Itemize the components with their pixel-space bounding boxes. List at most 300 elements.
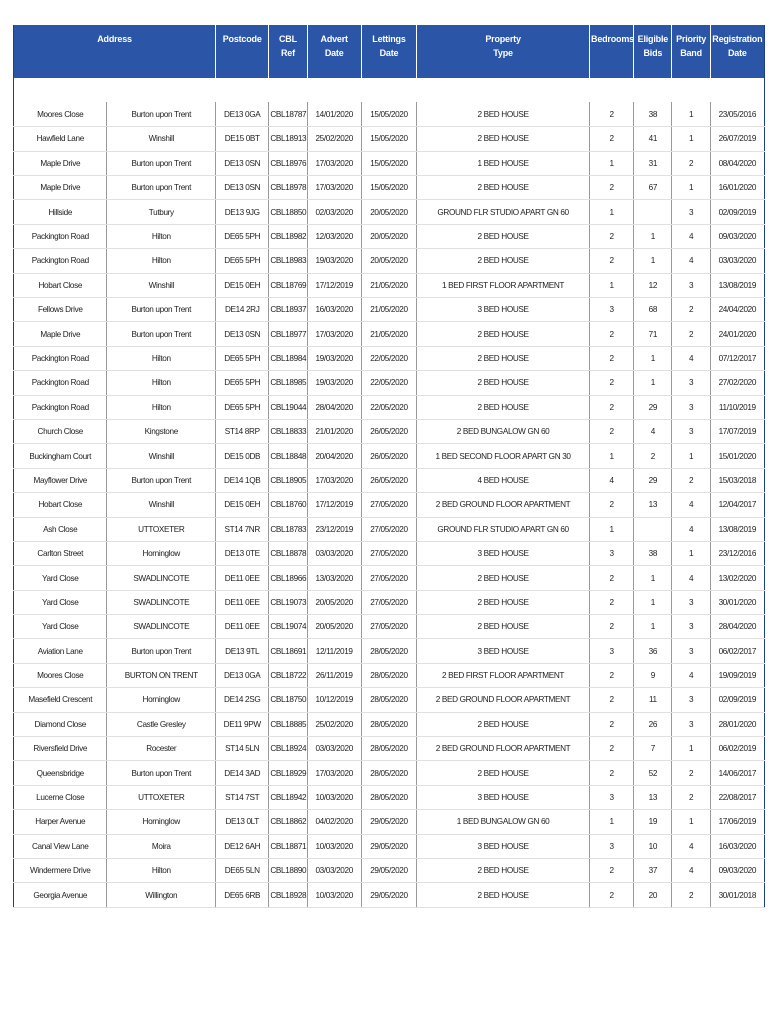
cell-priority-band: 4 — [672, 566, 710, 590]
cell-postcode: DE13 0TE — [216, 541, 269, 565]
cell-registration-date: 07/12/2017 — [710, 346, 764, 370]
cell-town: Burton upon Trent — [107, 102, 216, 126]
cell-lettings-date: 27/05/2020 — [361, 566, 416, 590]
cell-property-type: 2 BED HOUSE — [417, 761, 590, 785]
cell-bedrooms: 2 — [590, 395, 634, 419]
cell-eligible-bids: 2 — [634, 444, 672, 468]
cell-lettings-date: 28/05/2020 — [361, 663, 416, 687]
cell-bedrooms: 2 — [590, 249, 634, 273]
header-address: Address — [14, 25, 216, 78]
header-eligible-bids: Eligible Bids — [634, 25, 672, 78]
cell-bedrooms: 2 — [590, 346, 634, 370]
cell-street: Carlton Street — [14, 541, 107, 565]
cell-lettings-date: 27/05/2020 — [361, 541, 416, 565]
cell-bedrooms: 4 — [590, 468, 634, 492]
cell-advert-date: 20/05/2020 — [307, 615, 361, 639]
cell-priority-band: 4 — [672, 663, 710, 687]
cell-eligible-bids: 29 — [634, 395, 672, 419]
cell-eligible-bids: 31 — [634, 151, 672, 175]
cell-registration-date: 11/10/2019 — [710, 395, 764, 419]
cell-postcode: DE13 0GA — [216, 663, 269, 687]
cell-property-type: 2 BED BUNGALOW GN 60 — [417, 419, 590, 443]
cell-eligible-bids: 1 — [634, 615, 672, 639]
cell-street: Windermere Drive — [14, 859, 107, 883]
header-postcode: Postcode — [216, 25, 269, 78]
table-row — [14, 419, 765, 443]
cell-registration-date: 30/01/2018 — [710, 883, 764, 907]
cell-street: Maple Drive — [14, 151, 107, 175]
cell-lettings-date: 28/05/2020 — [361, 761, 416, 785]
cell-eligible-bids: 1 — [634, 224, 672, 248]
header-bedrooms: Bedrooms — [590, 25, 634, 78]
cell-registration-date: 06/02/2019 — [710, 737, 764, 761]
cell-town: Winshill — [107, 444, 216, 468]
cell-property-type: 2 BED GROUND FLOOR APARTMENT — [417, 737, 590, 761]
cell-priority-band: 3 — [672, 688, 710, 712]
cell-street: Canal View Lane — [14, 834, 107, 858]
cell-lettings-date: 28/05/2020 — [361, 712, 416, 736]
cell-lettings-date: 20/05/2020 — [361, 249, 416, 273]
cell-lettings-date: 29/05/2020 — [361, 859, 416, 883]
cell-property-type: 2 BED HOUSE — [417, 566, 590, 590]
table-row — [14, 249, 765, 273]
cell-postcode: DE15 0EH — [216, 273, 269, 297]
cell-cbl-ref: CBL18850 — [269, 200, 307, 224]
cell-property-type: 1 BED FIRST FLOOR APARTMENT — [417, 273, 590, 297]
cell-street: Packington Road — [14, 395, 107, 419]
cell-postcode: ST14 5LN — [216, 737, 269, 761]
cell-property-type: 2 BED HOUSE — [417, 102, 590, 126]
cell-town: Burton upon Trent — [107, 151, 216, 175]
cell-advert-date: 23/12/2019 — [307, 517, 361, 541]
cell-advert-date: 17/03/2020 — [307, 322, 361, 346]
cell-postcode: DE65 6RB — [216, 883, 269, 907]
cell-registration-date: 08/04/2020 — [710, 151, 764, 175]
table-row — [14, 834, 765, 858]
cell-bedrooms: 2 — [590, 859, 634, 883]
cell-eligible-bids: 67 — [634, 176, 672, 200]
cell-bedrooms: 2 — [590, 176, 634, 200]
cell-postcode: DE15 0DB — [216, 444, 269, 468]
table-row — [14, 102, 765, 126]
cell-town: Winshill — [107, 273, 216, 297]
cell-lettings-date: 21/05/2020 — [361, 298, 416, 322]
cell-lettings-date: 22/05/2020 — [361, 371, 416, 395]
cell-registration-date: 27/02/2020 — [710, 371, 764, 395]
cell-advert-date: 03/03/2020 — [307, 737, 361, 761]
table-row — [14, 761, 765, 785]
cell-advert-date: 12/11/2019 — [307, 639, 361, 663]
cell-street: Ash Close — [14, 517, 107, 541]
cell-advert-date: 04/02/2020 — [307, 810, 361, 834]
cell-eligible-bids: 37 — [634, 859, 672, 883]
cell-cbl-ref: CBL18924 — [269, 737, 307, 761]
cell-eligible-bids: 1 — [634, 249, 672, 273]
cell-priority-band: 1 — [672, 102, 710, 126]
cell-eligible-bids: 1 — [634, 371, 672, 395]
cell-postcode: DE65 5PH — [216, 249, 269, 273]
cell-cbl-ref: CBL18978 — [269, 176, 307, 200]
cell-property-type: 2 BED GROUND FLOOR APARTMENT — [417, 688, 590, 712]
cell-advert-date: 12/03/2020 — [307, 224, 361, 248]
header-row — [14, 25, 765, 78]
cell-lettings-date: 15/05/2020 — [361, 151, 416, 175]
cell-street: Maple Drive — [14, 176, 107, 200]
cell-postcode: DE11 0EE — [216, 590, 269, 614]
cell-bedrooms: 1 — [590, 810, 634, 834]
cell-priority-band: 1 — [672, 737, 710, 761]
cell-property-type: 2 BED HOUSE — [417, 127, 590, 151]
cell-bedrooms: 2 — [590, 419, 634, 443]
cell-bedrooms: 2 — [590, 371, 634, 395]
cell-postcode: DE13 9TL — [216, 639, 269, 663]
cell-lettings-date: 28/05/2020 — [361, 639, 416, 663]
cell-property-type: 2 BED HOUSE — [417, 883, 590, 907]
header-property-type: Property Type — [417, 25, 590, 78]
cell-advert-date: 21/01/2020 — [307, 419, 361, 443]
cell-town: Rocester — [107, 737, 216, 761]
cell-registration-date: 15/01/2020 — [710, 444, 764, 468]
cell-lettings-date: 20/05/2020 — [361, 224, 416, 248]
cell-street: Hawfield Lane — [14, 127, 107, 151]
cell-lettings-date: 15/05/2020 — [361, 176, 416, 200]
cell-lettings-date: 26/05/2020 — [361, 444, 416, 468]
cell-cbl-ref: CBL18905 — [269, 468, 307, 492]
cell-street: Packington Road — [14, 346, 107, 370]
table-row — [14, 468, 765, 492]
cell-priority-band: 1 — [672, 176, 710, 200]
cell-lettings-date: 29/05/2020 — [361, 810, 416, 834]
table-header — [14, 25, 765, 78]
cell-eligible-bids: 26 — [634, 712, 672, 736]
cell-bedrooms: 1 — [590, 200, 634, 224]
cell-cbl-ref: CBL18984 — [269, 346, 307, 370]
cell-town: Winshill — [107, 493, 216, 517]
table-row — [14, 200, 765, 224]
spacer-row — [14, 78, 765, 102]
cell-town: Kingstone — [107, 419, 216, 443]
cell-cbl-ref: CBL18983 — [269, 249, 307, 273]
cell-priority-band: 1 — [672, 810, 710, 834]
cell-priority-band: 3 — [672, 419, 710, 443]
cell-eligible-bids: 29 — [634, 468, 672, 492]
cell-street: Packington Road — [14, 249, 107, 273]
cell-advert-date: 14/01/2020 — [307, 102, 361, 126]
cell-registration-date: 23/05/2016 — [710, 102, 764, 126]
cell-postcode: DE65 5PH — [216, 224, 269, 248]
cell-registration-date: 22/08/2017 — [710, 785, 764, 809]
cell-priority-band: 1 — [672, 444, 710, 468]
cell-town: Burton upon Trent — [107, 761, 216, 785]
cell-advert-date: 25/02/2020 — [307, 127, 361, 151]
cell-eligible-bids — [634, 200, 672, 224]
cell-street: Yard Close — [14, 566, 107, 590]
table-row — [14, 151, 765, 175]
cell-registration-date: 16/03/2020 — [710, 834, 764, 858]
cell-street: Maple Drive — [14, 322, 107, 346]
cell-priority-band: 2 — [672, 322, 710, 346]
cell-lettings-date: 21/05/2020 — [361, 322, 416, 346]
cell-lettings-date: 27/05/2020 — [361, 615, 416, 639]
table-row — [14, 273, 765, 297]
cell-cbl-ref: CBL18890 — [269, 859, 307, 883]
cell-property-type: 1 BED HOUSE — [417, 151, 590, 175]
cell-street: Harper Avenue — [14, 810, 107, 834]
header-cbl-ref: CBL Ref — [269, 25, 307, 78]
cell-eligible-bids: 1 — [634, 590, 672, 614]
cell-lettings-date: 26/05/2020 — [361, 419, 416, 443]
cell-advert-date: 13/03/2020 — [307, 566, 361, 590]
cell-advert-date: 03/03/2020 — [307, 541, 361, 565]
cell-postcode: DE65 5PH — [216, 346, 269, 370]
cell-town: SWADLINCOTE — [107, 615, 216, 639]
cell-eligible-bids: 38 — [634, 541, 672, 565]
cell-registration-date: 23/12/2016 — [710, 541, 764, 565]
table-row — [14, 346, 765, 370]
cell-property-type: 2 BED HOUSE — [417, 249, 590, 273]
cell-property-type: 2 BED HOUSE — [417, 322, 590, 346]
cell-street: Georgia Avenue — [14, 883, 107, 907]
cell-town: Horninglow — [107, 541, 216, 565]
cell-eligible-bids: 68 — [634, 298, 672, 322]
cell-property-type: 2 BED HOUSE — [417, 371, 590, 395]
cell-cbl-ref: CBL18750 — [269, 688, 307, 712]
cell-eligible-bids: 41 — [634, 127, 672, 151]
cell-registration-date: 03/03/2020 — [710, 249, 764, 273]
cell-registration-date: 13/08/2019 — [710, 517, 764, 541]
cell-registration-date: 28/04/2020 — [710, 615, 764, 639]
cell-advert-date: 17/03/2020 — [307, 761, 361, 785]
cell-eligible-bids: 13 — [634, 785, 672, 809]
table-row — [14, 688, 765, 712]
cell-street: Packington Road — [14, 224, 107, 248]
cell-street: Fellows Drive — [14, 298, 107, 322]
cell-property-type: 2 BED HOUSE — [417, 176, 590, 200]
cell-postcode: DE13 9JG — [216, 200, 269, 224]
cell-town: Hilton — [107, 346, 216, 370]
table-row — [14, 493, 765, 517]
cell-lettings-date: 22/05/2020 — [361, 395, 416, 419]
cell-bedrooms: 1 — [590, 273, 634, 297]
cell-street: Aviation Lane — [14, 639, 107, 663]
cell-postcode: DE14 2RJ — [216, 298, 269, 322]
cell-priority-band: 3 — [672, 273, 710, 297]
cell-postcode: DE65 5PH — [216, 395, 269, 419]
cell-bedrooms: 2 — [590, 566, 634, 590]
table-row — [14, 883, 765, 907]
cell-cbl-ref: CBL18760 — [269, 493, 307, 517]
cell-advert-date: 10/03/2020 — [307, 785, 361, 809]
cell-registration-date: 02/09/2019 — [710, 688, 764, 712]
cell-eligible-bids: 1 — [634, 566, 672, 590]
cell-cbl-ref: CBL18976 — [269, 151, 307, 175]
cell-registration-date: 28/01/2020 — [710, 712, 764, 736]
cell-property-type: 2 BED HOUSE — [417, 395, 590, 419]
cell-town: Hilton — [107, 859, 216, 883]
cell-street: Buckingham Court — [14, 444, 107, 468]
cell-lettings-date: 20/05/2020 — [361, 200, 416, 224]
cell-registration-date: 12/04/2017 — [710, 493, 764, 517]
cell-eligible-bids: 20 — [634, 883, 672, 907]
cell-cbl-ref: CBL18722 — [269, 663, 307, 687]
cell-cbl-ref: CBL18929 — [269, 761, 307, 785]
cell-cbl-ref: CBL18885 — [269, 712, 307, 736]
table-row — [14, 517, 765, 541]
cell-bedrooms: 3 — [590, 541, 634, 565]
cell-street: Moores Close — [14, 102, 107, 126]
cell-property-type: 2 BED FIRST FLOOR APARTMENT — [417, 663, 590, 687]
table-row — [14, 639, 765, 663]
cell-registration-date: 02/09/2019 — [710, 200, 764, 224]
cell-bedrooms: 2 — [590, 712, 634, 736]
table-row — [14, 590, 765, 614]
table-row — [14, 322, 765, 346]
cell-postcode: DE11 0EE — [216, 566, 269, 590]
cell-town: Burton upon Trent — [107, 639, 216, 663]
cell-advert-date: 20/04/2020 — [307, 444, 361, 468]
cell-bedrooms: 2 — [590, 688, 634, 712]
cell-priority-band: 2 — [672, 761, 710, 785]
cell-advert-date: 19/03/2020 — [307, 346, 361, 370]
cell-street: Packington Road — [14, 371, 107, 395]
cell-lettings-date: 27/05/2020 — [361, 590, 416, 614]
table-row — [14, 859, 765, 883]
cell-priority-band: 2 — [672, 468, 710, 492]
cell-property-type: 1 BED SECOND FLOOR APART GN 30 — [417, 444, 590, 468]
cell-street: Moores Close — [14, 663, 107, 687]
cell-advert-date: 16/03/2020 — [307, 298, 361, 322]
cell-property-type: 1 BED BUNGALOW GN 60 — [417, 810, 590, 834]
cell-advert-date: 17/12/2019 — [307, 273, 361, 297]
cell-eligible-bids: 52 — [634, 761, 672, 785]
table-body — [14, 78, 765, 907]
table-row — [14, 176, 765, 200]
cell-priority-band: 1 — [672, 127, 710, 151]
cell-cbl-ref: CBL18977 — [269, 322, 307, 346]
cell-advert-date: 10/03/2020 — [307, 883, 361, 907]
cell-priority-band: 4 — [672, 224, 710, 248]
cell-bedrooms: 3 — [590, 834, 634, 858]
cell-property-type: 2 BED GROUND FLOOR APARTMENT — [417, 493, 590, 517]
table-row — [14, 615, 765, 639]
cell-eligible-bids: 71 — [634, 322, 672, 346]
cell-bedrooms: 2 — [590, 493, 634, 517]
cell-cbl-ref: CBL18878 — [269, 541, 307, 565]
cell-priority-band: 4 — [672, 859, 710, 883]
cell-lettings-date: 28/05/2020 — [361, 785, 416, 809]
cell-advert-date: 19/03/2020 — [307, 249, 361, 273]
cell-advert-date: 17/03/2020 — [307, 468, 361, 492]
cell-registration-date: 24/04/2020 — [710, 298, 764, 322]
cell-eligible-bids: 13 — [634, 493, 672, 517]
cell-lettings-date: 15/05/2020 — [361, 102, 416, 126]
cell-property-type: 3 BED HOUSE — [417, 639, 590, 663]
cell-priority-band: 4 — [672, 249, 710, 273]
header-advert-date: Advert Date — [307, 25, 361, 78]
cell-postcode: DE12 6AH — [216, 834, 269, 858]
cell-priority-band: 2 — [672, 883, 710, 907]
cell-property-type: 4 BED HOUSE — [417, 468, 590, 492]
cell-town: Moira — [107, 834, 216, 858]
cell-property-type: 3 BED HOUSE — [417, 541, 590, 565]
table-row — [14, 371, 765, 395]
cell-cbl-ref: CBL19073 — [269, 590, 307, 614]
cell-priority-band: 3 — [672, 371, 710, 395]
header-registration-date: Registration Date — [710, 25, 764, 78]
cell-lettings-date: 21/05/2020 — [361, 273, 416, 297]
cell-postcode: DE13 0LT — [216, 810, 269, 834]
cell-bedrooms: 2 — [590, 883, 634, 907]
cell-priority-band: 3 — [672, 639, 710, 663]
cell-town: Burton upon Trent — [107, 468, 216, 492]
cell-street: Yard Close — [14, 615, 107, 639]
cell-cbl-ref: CBL18769 — [269, 273, 307, 297]
cell-cbl-ref: CBL18787 — [269, 102, 307, 126]
cell-advert-date: 28/04/2020 — [307, 395, 361, 419]
table-row — [14, 298, 765, 322]
cell-postcode: DE15 0BT — [216, 127, 269, 151]
table-row — [14, 785, 765, 809]
cell-cbl-ref: CBL18833 — [269, 419, 307, 443]
cell-priority-band: 4 — [672, 493, 710, 517]
cell-registration-date: 06/02/2017 — [710, 639, 764, 663]
cell-street: Queensbridge — [14, 761, 107, 785]
cell-advert-date: 20/05/2020 — [307, 590, 361, 614]
cell-advert-date: 19/03/2020 — [307, 371, 361, 395]
cell-registration-date: 09/03/2020 — [710, 224, 764, 248]
cell-street: Mayflower Drive — [14, 468, 107, 492]
cell-registration-date: 24/01/2020 — [710, 322, 764, 346]
cell-advert-date: 03/03/2020 — [307, 859, 361, 883]
table-row — [14, 712, 765, 736]
cell-lettings-date: 15/05/2020 — [361, 127, 416, 151]
cell-street: Hillside — [14, 200, 107, 224]
cell-registration-date: 09/03/2020 — [710, 859, 764, 883]
cell-priority-band: 3 — [672, 590, 710, 614]
header-lettings-date: Lettings Date — [361, 25, 416, 78]
cell-eligible-bids — [634, 517, 672, 541]
cell-street: Diamond Close — [14, 712, 107, 736]
cell-advert-date: 10/03/2020 — [307, 834, 361, 858]
table-row — [14, 224, 765, 248]
cell-priority-band: 2 — [672, 785, 710, 809]
cell-town: Burton upon Trent — [107, 176, 216, 200]
cell-property-type: GROUND FLR STUDIO APART GN 60 — [417, 200, 590, 224]
cell-town: UTTOXETER — [107, 785, 216, 809]
cell-registration-date: 13/08/2019 — [710, 273, 764, 297]
cell-bedrooms: 2 — [590, 737, 634, 761]
cell-lettings-date: 22/05/2020 — [361, 346, 416, 370]
cell-property-type: 3 BED HOUSE — [417, 298, 590, 322]
cell-postcode: DE13 0SN — [216, 151, 269, 175]
cell-cbl-ref: CBL18966 — [269, 566, 307, 590]
cell-bedrooms: 3 — [590, 639, 634, 663]
cell-bedrooms: 2 — [590, 615, 634, 639]
table-row — [14, 810, 765, 834]
cell-cbl-ref: CBL19044 — [269, 395, 307, 419]
cell-postcode: DE65 5LN — [216, 859, 269, 883]
table-row — [14, 444, 765, 468]
cell-advert-date: 26/11/2019 — [307, 663, 361, 687]
cell-eligible-bids: 19 — [634, 810, 672, 834]
cell-property-type: 3 BED HOUSE — [417, 785, 590, 809]
cell-cbl-ref: CBL19074 — [269, 615, 307, 639]
cell-cbl-ref: CBL18913 — [269, 127, 307, 151]
cell-advert-date: 02/03/2020 — [307, 200, 361, 224]
cell-priority-band: 3 — [672, 712, 710, 736]
lettings-table — [13, 25, 765, 908]
cell-bedrooms: 2 — [590, 127, 634, 151]
